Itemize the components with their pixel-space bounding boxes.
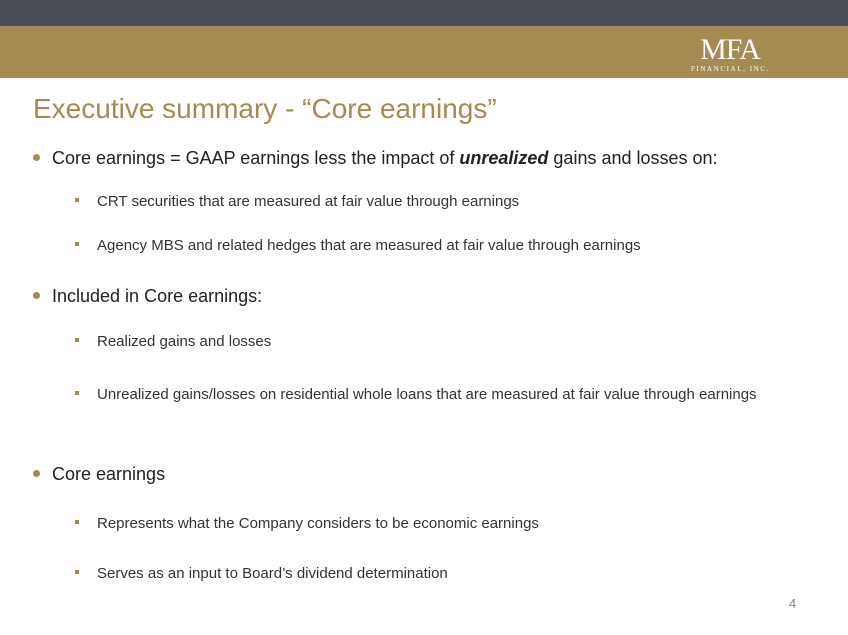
sub-bullet-text: Realized gains and losses [97, 333, 272, 350]
sub-bullet-realized [75, 330, 271, 354]
sub-bullet-economic [75, 512, 539, 536]
slide-title: Executive summary - “Core earnings” [33, 93, 497, 124]
bullet-text-before: Core earnings = GAAP earnings less the impact of [52, 148, 460, 168]
sub-bullet-square-icon [75, 242, 79, 246]
logo-sub-text: FINANCIAL, INC. [690, 65, 770, 73]
bullet-text-after: gains and losses on: [548, 148, 718, 168]
page-number: 4 [789, 596, 797, 611]
sub-bullet-text: Unrealized gains/losses on residential whole loans that are measured at fair value through earnings [97, 386, 757, 403]
sub-bullet-text: Serves as an input to Board’s dividend determination [97, 565, 448, 582]
sub-bullet-square-icon [75, 338, 79, 342]
sub-bullet-crt [75, 190, 519, 214]
top-bar [0, 0, 848, 26]
mfa-logo [690, 35, 770, 75]
bullet-dot-icon [33, 470, 40, 477]
sub-bullet-square-icon [75, 391, 79, 395]
sub-bullet-agency-mbs [75, 234, 641, 258]
bullet-text-emphasis: unrealized [459, 148, 549, 168]
sub-bullet-square-icon [75, 570, 79, 574]
bullet-included [33, 286, 262, 307]
bullet-text: Core earnings [52, 464, 166, 484]
sub-bullet-square-icon [75, 198, 79, 202]
sub-bullet-dividend [75, 562, 448, 586]
bullet-text: Included in Core earnings: [52, 286, 263, 306]
sub-bullet-text: CRT securities that are measured at fair value through earnings [97, 193, 520, 210]
bullet-dot-icon [33, 292, 40, 299]
sub-bullet-text: Represents what the Company considers to be economic earnings [97, 515, 539, 532]
logo-main-text: MFA [700, 33, 760, 66]
bullet-core-earnings-definition [33, 148, 718, 169]
bullet-dot-icon [33, 154, 40, 161]
sub-bullet-square-icon [75, 520, 79, 524]
sub-bullet-unrealized-loans [75, 378, 825, 412]
sub-bullet-text: Agency MBS and related hedges that are measured at fair value through earnings [97, 237, 641, 254]
bullet-core-earnings [33, 464, 165, 485]
